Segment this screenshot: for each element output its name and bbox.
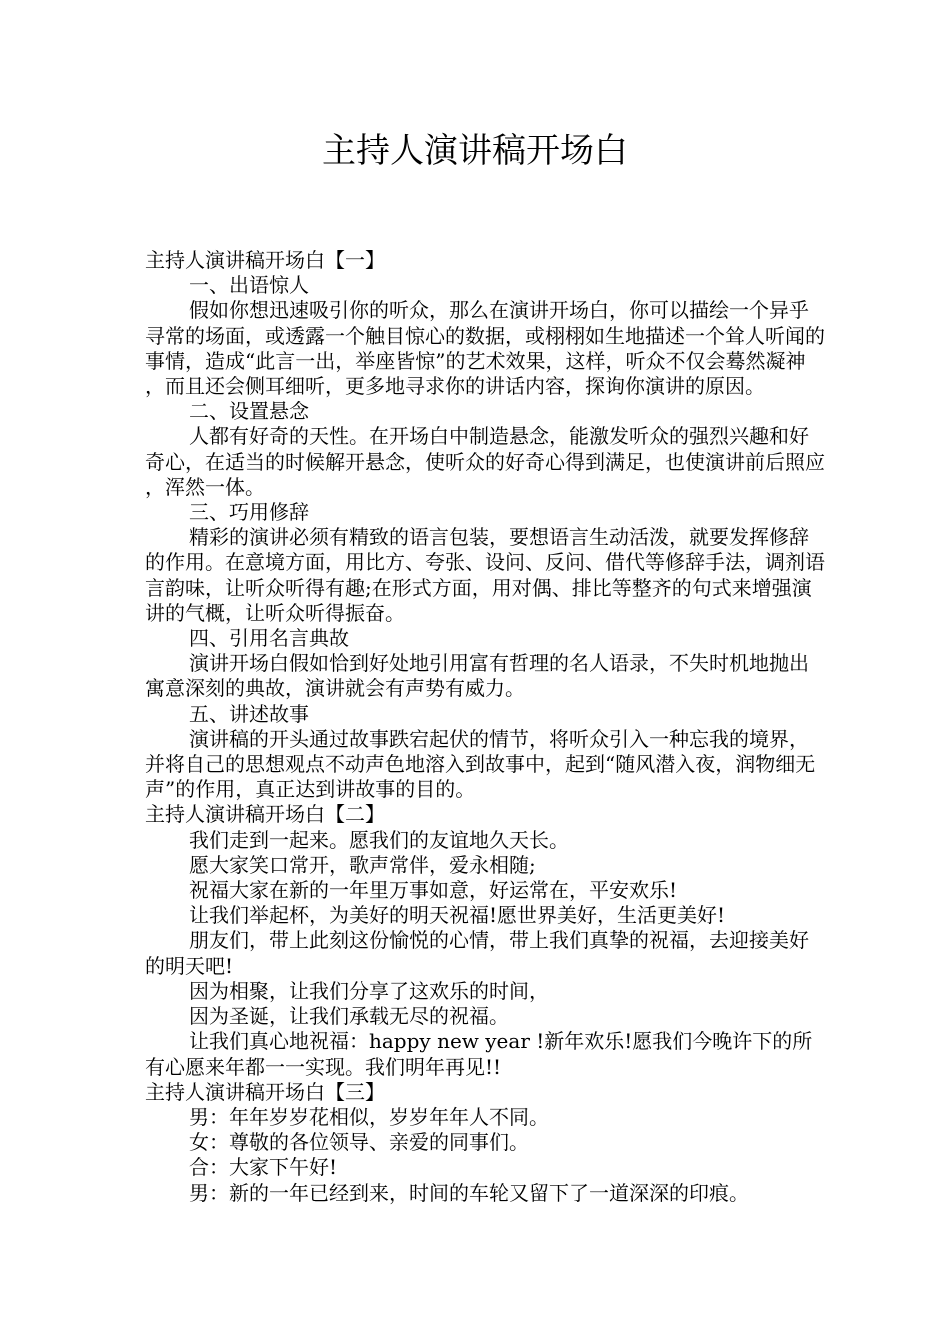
paragraph: 精彩的演讲必须有精致的语言包装，要想语言生动活泼，就要发挥修辞的作用。在意境方面，用比方、夸张、设问、反问、借代等修辞手法，调剂语言韵味，让听众听得有趣;在形式方面，用对偶、排比等整齐的句式来增强演讲的气概，让听众听得振奋。	[145, 525, 825, 625]
dialogue-line: 女：尊敬的各位领导、亲爱的同事们。	[189, 1130, 529, 1155]
dialogue-line: 男：年年岁岁花相似，岁岁年年人不同。	[189, 1104, 549, 1129]
paragraph: 让我们举起杯，为美好的明天祝福!愿世界美好，生活更美好!	[189, 903, 726, 928]
subheading-3: 三、巧用修辞	[189, 500, 309, 525]
paragraph: 祝福大家在新的一年里万事如意，好运常在，平安欢乐!	[189, 878, 678, 903]
section-heading-3: 主持人演讲稿开场白【三】	[145, 1079, 385, 1104]
paragraph: 演讲开场白假如恰到好处地引用富有哲理的名人语录，不失时机地抛出寓意深刻的典故，演讲就会有声势有威力。	[145, 651, 809, 701]
dialogue-line: 男：新的一年已经到来，时间的车轮又留下了一道深深的印痕。	[189, 1180, 749, 1205]
paragraph: 朋友们，带上此刻这份愉悦的心情，带上我们真挚的祝福，去迎接美好的明天吧!	[145, 928, 809, 978]
section-heading-1: 主持人演讲稿开场白【一】	[145, 248, 385, 272]
document-body	[145, 248, 825, 1206]
paragraph: 让我们真心地祝福：happy new year !新年欢乐!愿我们今晚许下的所有心愿来年都一一实现。我们明年再见!!	[145, 1029, 813, 1079]
paragraph: 我们走到一起来。愿我们的友谊地久天长。	[189, 827, 569, 852]
subheading-1: 一、出语惊人	[189, 273, 309, 298]
section-heading-2: 主持人演讲稿开场白【二】	[145, 802, 385, 827]
subheading-2: 二、设置悬念	[189, 399, 309, 424]
subheading-5: 五、讲述故事	[189, 701, 309, 726]
paragraph: 演讲稿的开头通过故事跌宕起伏的情节，将听众引入一种忘我的境界，并将自己的思想观点不动声色地溶入到故事中，起到“随风潜入夜，润物细无声”的作用，真正达到讲故事的目的。	[145, 726, 816, 802]
document-title: 主持人演讲稿开场白	[322, 131, 628, 171]
paragraph: 因为圣诞，让我们承载无尽的祝福。	[189, 1004, 509, 1029]
paragraph: 假如你想迅速吸引你的听众，那么在演讲开场白，你可以描绘一个异乎寻常的场面，或透露一个触目惊心的数据，或栩栩如生地描述一个耸人听闻的事情，造成“此言一出，举座皆惊”的艺术效果，这样，听众不仅会蓦然凝神，而且还会侧耳细听，更多地寻求你的讲话内容，探询你演讲的原因。	[145, 298, 825, 399]
paragraph: 因为相聚，让我们分享了这欢乐的时间，	[189, 978, 549, 1003]
dialogue-line: 合：大家下午好!	[189, 1155, 338, 1180]
subheading-4: 四、引用名言典故	[189, 626, 349, 651]
paragraph: 愿大家笑口常开，歌声常伴，爱永相随;	[189, 852, 536, 877]
paragraph: 人都有好奇的天性。在开场白中制造悬念，能激发听众的强烈兴趣和好奇心，在适当的时候解开悬念，使听众的好奇心得到满足，也使演讲前后照应，浑然一体。	[145, 424, 825, 499]
